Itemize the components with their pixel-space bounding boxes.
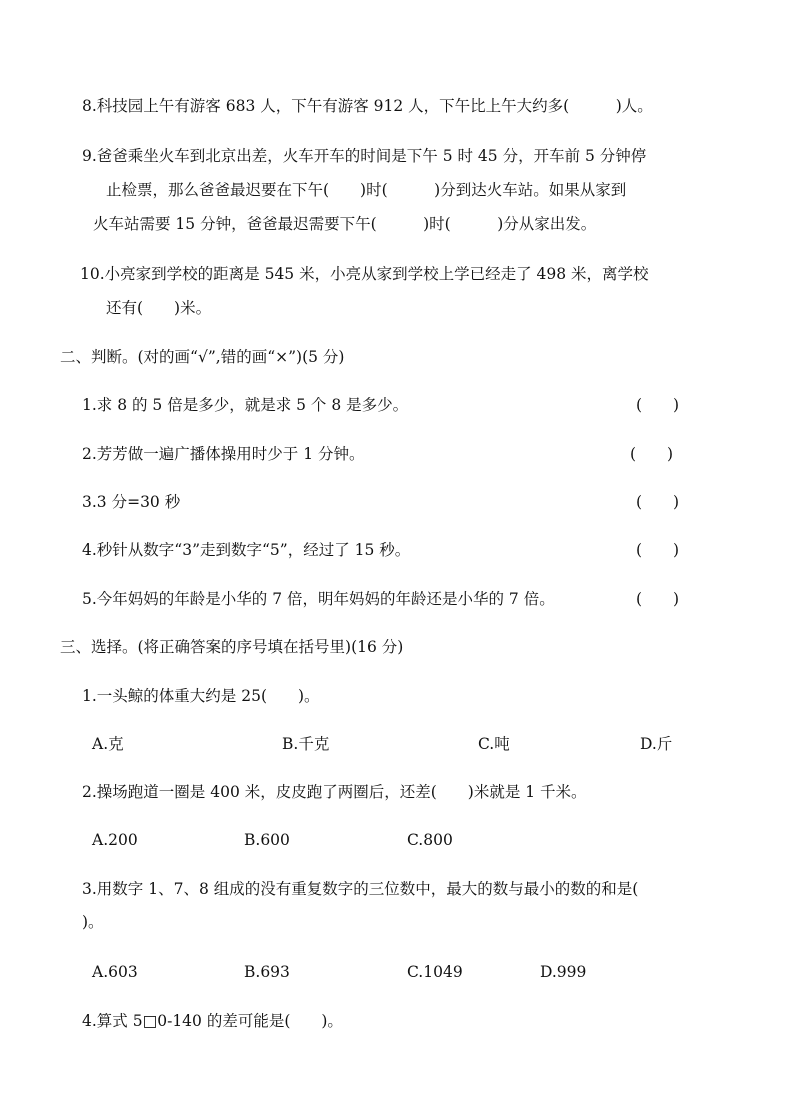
choice-1-option-d[interactable]: D.斤 xyxy=(640,735,673,753)
question-9-line-3: 火车站需要 15 分钟，爸爸最迟需要下午( )时( )分从家出发。 xyxy=(93,215,597,233)
judge-item-3: 3.3 分=30 秒 xyxy=(82,493,181,511)
choice-2-option-c[interactable]: C.800 xyxy=(407,831,453,849)
choice-question-3-line-2: )。 xyxy=(82,913,104,931)
choice-3-option-a[interactable]: A.603 xyxy=(92,963,138,981)
judge-item-3-answer[interactable]: ( ) xyxy=(636,493,680,511)
judge-item-5-answer[interactable]: ( ) xyxy=(636,590,680,608)
choice-question-3-line-1: 3.用数字 1、7、8 组成的没有重复数字的三位数中，最大的数与最小的数的和是( xyxy=(82,880,639,898)
question-9-line-2: 止检票，那么爸爸最迟要在下午( )时( )分到达火车站。如果从家到 xyxy=(106,181,627,199)
judge-item-4-answer[interactable]: ( ) xyxy=(636,541,680,559)
choice-1-option-b[interactable]: B.千克 xyxy=(282,735,330,753)
choice-question-1: 1.一头鲸的体重大约是 25( )。 xyxy=(82,687,320,705)
question-10-line-2: 还有( )米。 xyxy=(106,299,212,317)
question-8: 8.科技园上午有游客 683 人，下午有游客 912 人，下午比上午大约多( )人。 xyxy=(82,97,653,115)
choice-3-option-b[interactable]: B.693 xyxy=(244,963,290,981)
choice-3-option-d[interactable]: D.999 xyxy=(540,963,587,981)
choice-2-option-b[interactable]: B.600 xyxy=(244,831,290,849)
judge-item-2-answer[interactable]: ( ) xyxy=(630,445,674,463)
section-2-title: 二、判断。(对的画“√”,错的画“×”)(5 分) xyxy=(60,348,345,366)
judge-item-1: 1.求 8 的 5 倍是多少，就是求 5 个 8 是多少。 xyxy=(82,396,409,414)
choice-2-option-a[interactable]: A.200 xyxy=(92,831,138,849)
judge-item-2: 2.芳芳做一遍广播体操用时少于 1 分钟。 xyxy=(82,445,365,463)
choice-question-4: 4.算式 5□0-140 的差可能是( )。 xyxy=(82,1012,343,1030)
choice-3-option-c[interactable]: C.1049 xyxy=(407,963,463,981)
choice-1-option-a[interactable]: A.克 xyxy=(92,735,124,753)
choice-question-2: 2.操场跑道一圈是 400 米，皮皮跑了两圈后，还差( )米就是 1 千米。 xyxy=(82,783,587,801)
judge-item-4: 4.秒针从数字“3”走到数字“5”，经过了 15 秒。 xyxy=(82,541,411,559)
choice-1-option-c[interactable]: C.吨 xyxy=(478,735,510,753)
section-3-title: 三、选择。(将正确答案的序号填在括号里)(16 分) xyxy=(60,638,404,656)
question-9-line-1: 9.爸爸乘坐火车到北京出差，火车开车的时间是下午 5 时 45 分，开车前 5 分钟停 xyxy=(82,147,647,165)
question-10-line-1: 10.小亮家到学校的距离是 545 米，小亮从家到学校上学已经走了 498 米，离学校 xyxy=(80,265,649,283)
judge-item-1-answer[interactable]: ( ) xyxy=(636,396,680,414)
judge-item-5: 5.今年妈妈的年龄是小华的 7 倍，明年妈妈的年龄还是小华的 7 倍。 xyxy=(82,590,555,608)
